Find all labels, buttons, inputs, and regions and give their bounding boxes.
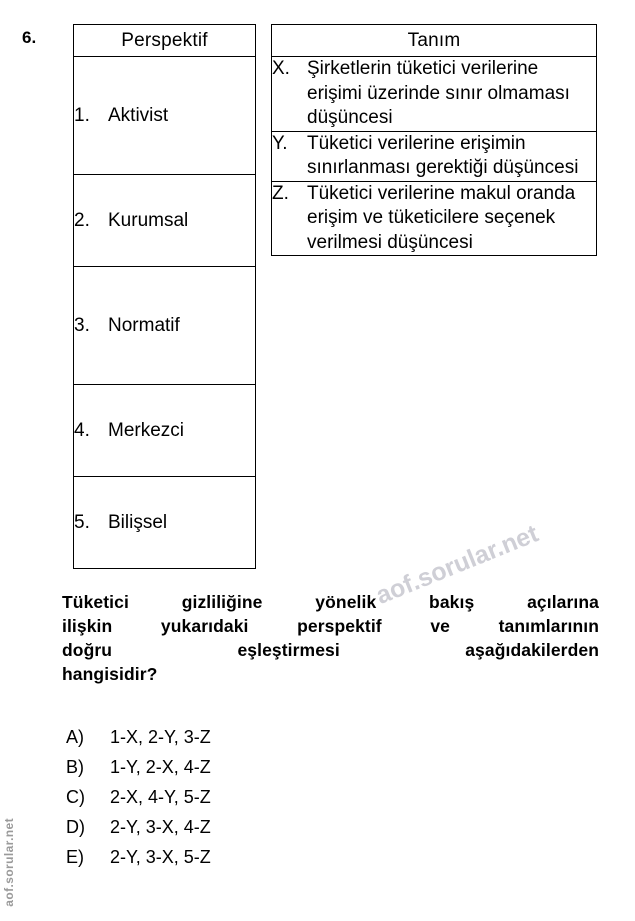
- perspective-row-4: [74, 385, 256, 477]
- perspective-row-3: [74, 267, 256, 385]
- perspective-row-4-label: Merkezci: [108, 419, 185, 441]
- perspective-row-1-number: 1.: [74, 104, 90, 126]
- question-prompt: [62, 590, 599, 687]
- perspective-table: [73, 24, 256, 569]
- answer-option-b[interactable]: [66, 757, 211, 787]
- answer-option-text: 2-X, 4-Y, 5-Z: [110, 787, 211, 807]
- perspective-row-4-number: 4.: [74, 419, 90, 441]
- perspective-row-1-label: Aktivist: [108, 104, 169, 126]
- table-header-row: [74, 25, 256, 57]
- perspective-row-2: [74, 175, 256, 267]
- definition-table-header: Tanım: [272, 25, 597, 57]
- table-row: [272, 57, 597, 132]
- answer-option-text: 1-X, 2-Y, 3-Z: [110, 727, 211, 747]
- definition-row-z-text: Tüketici verilerine makul oranda erişim ve tüketicilere seçenek verilmesi düşüncesi: [307, 182, 576, 253]
- question-prompt-line: Tüketici gizliliğine yönelik bakış açılarına: [62, 592, 599, 612]
- answer-option-a[interactable]: [66, 727, 211, 757]
- answer-option-e[interactable]: [66, 847, 211, 877]
- perspective-row-5-number: 5.: [74, 511, 90, 533]
- table-row: [74, 57, 256, 175]
- answer-option-letter: B): [66, 757, 84, 777]
- answer-option-c[interactable]: [66, 787, 211, 817]
- definition-row-x-text: Şirketlerin tüketici verilerine erişimi üzerinde sınır olmaması düşüncesi: [307, 58, 570, 128]
- question-prompt-line: doğru eşleştirmesi aşağıdakilerden: [62, 640, 599, 661]
- table-row: [74, 175, 256, 267]
- perspective-row-5-label: Bilişsel: [108, 511, 168, 533]
- answer-option-letter: C): [66, 787, 85, 807]
- side-watermark: aof.sorular.net: [2, 818, 16, 907]
- question-prompt-line: hangisidir?: [62, 664, 158, 685]
- perspective-row-2-number: 2.: [74, 209, 90, 231]
- perspective-row-5: [74, 477, 256, 569]
- answer-option-d[interactable]: [66, 817, 211, 847]
- answer-option-letter: D): [66, 817, 85, 837]
- definition-table: [271, 24, 597, 256]
- answer-option-text: 2-Y, 3-X, 5-Z: [110, 847, 211, 867]
- definition-row-y-text: Tüketici verilerine erişimin sınırlanması gerektiği düşüncesi: [307, 132, 579, 178]
- question-prompt-line: ilişkin yukarıdaki perspektif ve tanımlarının: [62, 616, 599, 637]
- table-header-row: [272, 25, 597, 57]
- diagonal-watermark: aof.sorular.net: [372, 519, 543, 610]
- table-row: [272, 181, 597, 256]
- definition-row-x: [272, 57, 597, 132]
- definition-row-x-key: X.: [272, 58, 290, 79]
- perspective-table-header: Perspektif: [74, 25, 256, 57]
- perspective-row-1: [74, 57, 256, 175]
- perspective-row-3-label: Normatif: [108, 314, 180, 336]
- table-row: [74, 267, 256, 385]
- perspective-row-2-label: Kurumsal: [108, 209, 189, 231]
- definition-row-z-key: Z.: [272, 182, 289, 204]
- definition-row-y-key: Y.: [272, 132, 288, 154]
- answer-option-letter: E): [66, 847, 84, 867]
- answer-option-text: 1-Y, 2-X, 4-Z: [110, 757, 211, 777]
- definition-row-z: [272, 181, 597, 256]
- answer-options: [66, 727, 211, 877]
- table-row: [74, 385, 256, 477]
- answer-option-letter: A): [66, 727, 84, 747]
- answer-option-text: 2-Y, 3-X, 4-Z: [110, 817, 211, 837]
- question-number: 6.: [22, 28, 37, 47]
- table-row: [74, 477, 256, 569]
- perspective-row-3-number: 3.: [74, 314, 90, 336]
- table-row: [272, 131, 597, 181]
- definition-row-y: [272, 131, 597, 181]
